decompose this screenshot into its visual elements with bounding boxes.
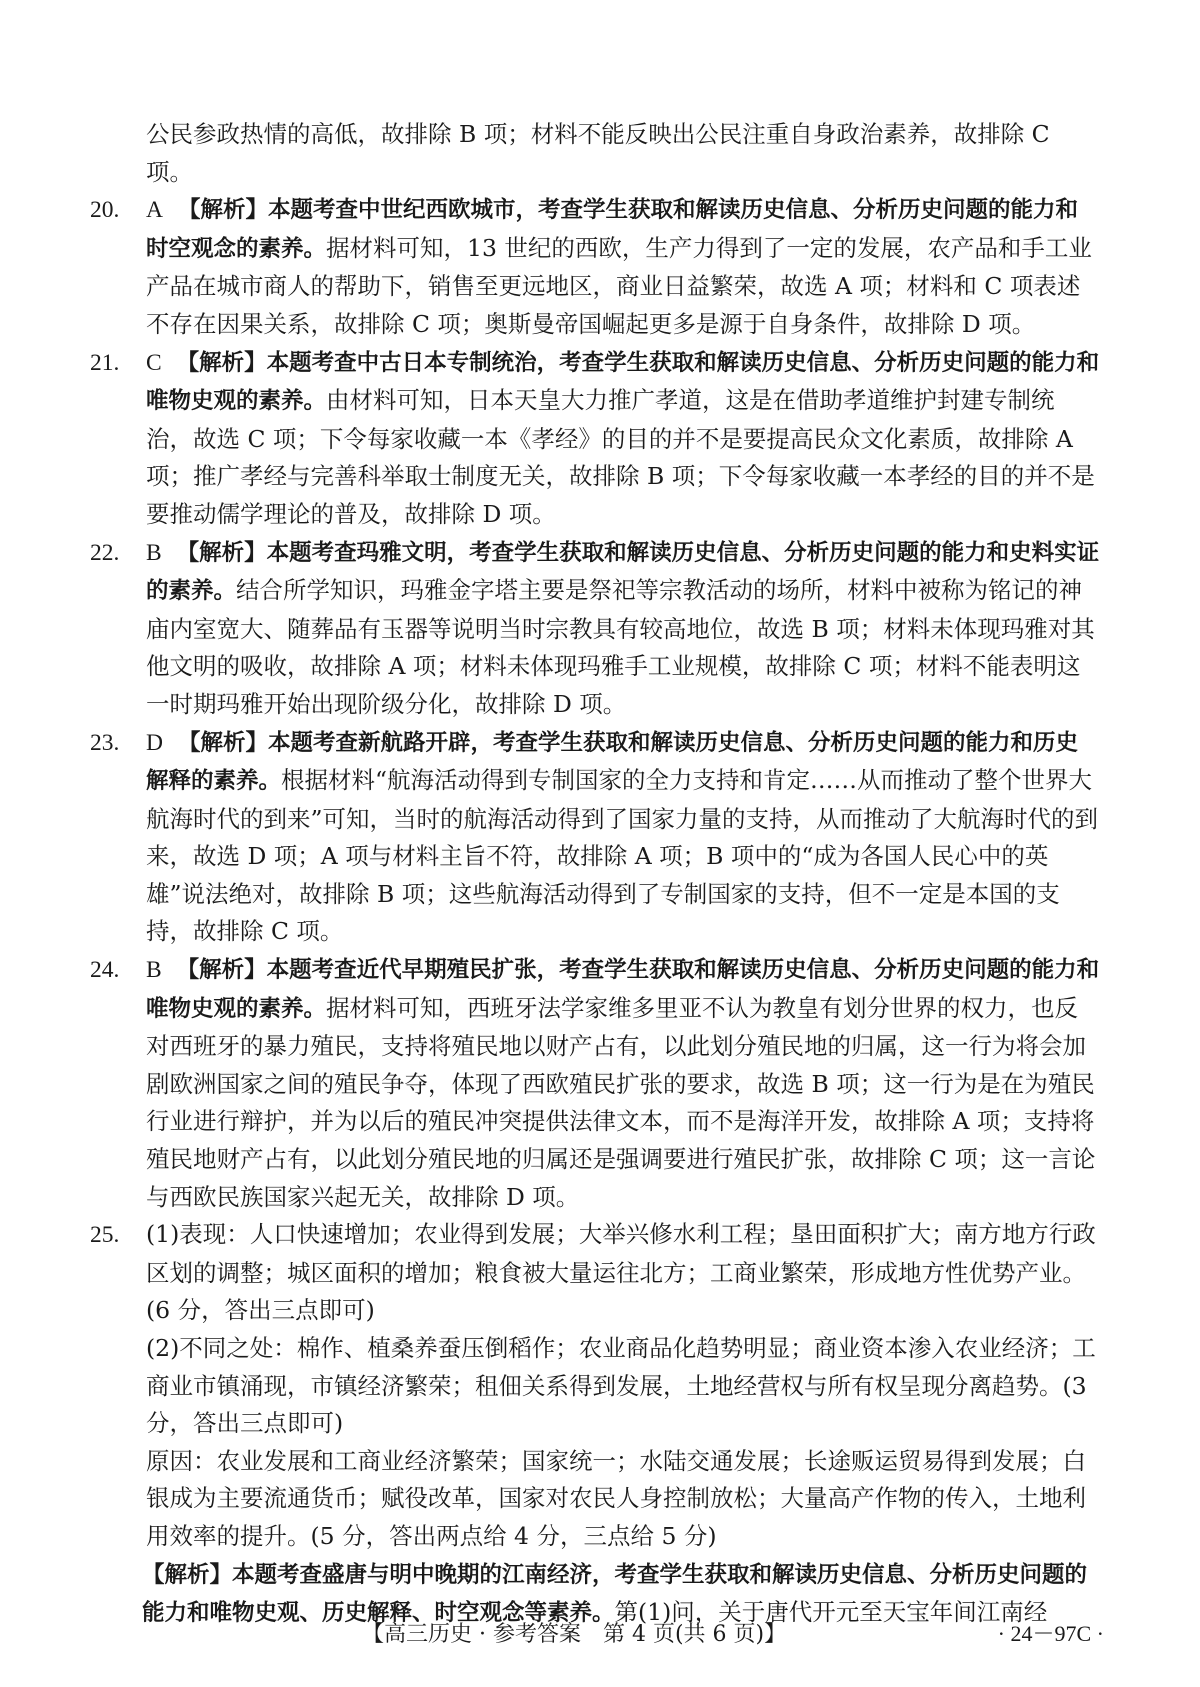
question-answer: C <box>146 349 162 376</box>
question-number: 23. <box>90 729 120 756</box>
intro-line: 公民参政热情的高低，故排除 B 项；材料不能反映出公民注重自身政治素养，故排除 C 项。 <box>146 120 1050 186</box>
question-21 <box>90 344 1100 534</box>
answer-document <box>90 116 1100 1633</box>
question-number: 21. <box>90 349 120 376</box>
analysis-tag: 【解析】 <box>176 349 267 376</box>
q25-part2: (2)不同之处：棉作、植桑养蚕压倒稻作；农业商品化趋势明显；商业资本渗入农业经济；工商业市镇涌现，市镇经济繁荣；租佃关系得到发展，土地经营权与所有权呈现分离趋势。(3 分，答出三点即可) <box>146 1334 1096 1438</box>
analysis-tag: 【解析】 <box>176 539 267 566</box>
q25-part3: 原因：农业发展和工商业经济繁荣；国家统一；水陆交通发展；长途贩运贸易得到发展；白银成为主要流通货币；赋役改革，国家对农民人身控制放松；大量高产作物的传入，土地利用效率的提升。(5 分，答出两点给 4 分，三点给 5 分) <box>146 1446 1086 1550</box>
question-22 <box>90 534 1100 724</box>
analysis-tag: 【解析】 <box>176 957 267 984</box>
analysis-text: 据材料可知，13 世纪的西欧，生产力得到了一定的发展，农产品和手工业产品在城市商人的帮助下，销售至更远地区，商业日益繁荣，故选 A 项；材料和 C 项表述不存在因果关系，故排除 C 项；奥斯曼帝国崛起更多是源于自身条件，故排除 D 项。 <box>146 233 1092 338</box>
page-footer <box>0 1617 1200 1657</box>
question-number: 25. <box>90 1222 120 1249</box>
analysis-summary: 本题考查近代早期殖民扩张，考查学生获取和解读历史信息、分析历史问题的能力和唯物史观的素养。 <box>146 957 1100 1022</box>
analysis-text: 据材料可知，西班牙法学家维多里亚不认为教皇有划分世界的权力，也反对西班牙的暴力殖民，支持将殖民地以财产占有，以此划分殖民地的归属，这一行为将会加剧欧洲国家之间的殖民争夺，体现了西欧殖民扩张的要求，故选 B 项；这一行为是在为殖民行业进行辩护，并为以后的殖民冲突提供法律文本，而不是海洋开发，故排除 A 项；支持将殖民地财产占有，以此划分殖民地的归属还是强调要进行殖民扩张，故排除 C 项；这一言论与西欧民族国家兴起无关，故排除 D 项。 <box>146 993 1096 1211</box>
question-number: 22. <box>90 539 120 566</box>
analysis-text: 结合所学知识，玛雅金字塔主要是祭祀等宗教活动的场所，材料中被称为铭记的神庙内室宽大、随葬品有玉器等说明当时宗教具有较高地位，故选 B 项；材料未体现玛雅对其他文明的吸收，故排除 A 项；材料未体现玛雅手工业规模，故排除 C 项；材料不能表明这一时期玛雅开始出现阶级分化，故排除 D 项。 <box>146 576 1095 718</box>
analysis-text: 第(1)问，关于唐代开元至天宝年间江南经 <box>614 1598 1048 1627</box>
analysis-text: 根据材料“航海活动得到专制国家的全力支持和肯定……从而推动了整个世界大航海时代的到来”可知，当时的航海活动得到了国家力量的支持，从而推动了大航海时代的到来，故选 D 项；A 项与材料主旨不符，故排除 A 项；B 项中的“成为各国人民心中的英雄”说法绝对，故排除 B 项；这些航海活动得到了专制国家的支持，但不一定是本国的支持，故排除 C 项。 <box>146 766 1099 946</box>
question-number: 20. <box>90 197 120 224</box>
analysis-summary: 本题考查新航路开辟，考查学生获取和解读历史信息、分析历史问题的能力和历史解释的素养。 <box>146 729 1078 795</box>
analysis-tag: 【解析】 <box>142 1561 233 1588</box>
analysis-summary: 本题考查中世纪西欧城市，考查学生获取和解读历史信息、分析历史问题的能力和时空观念的素养。 <box>146 197 1078 262</box>
question-answer: A <box>146 197 163 224</box>
question-answer: B <box>146 539 162 566</box>
question-25 <box>90 1216 1100 1330</box>
question-answer: D <box>146 729 163 756</box>
q25-part1: (1)表现：人口快速增加；农业得到发展；大举兴修水利工程；垦田面积扩大；南方地方行政区划的调整；城区面积的增加；粮食被大量运往北方；工商业繁荣，形成地方性优势产业。(6 分，答出三点即可) <box>146 1220 1096 1325</box>
question-number: 24. <box>90 957 120 984</box>
analysis-tag: 【解析】 <box>177 729 268 756</box>
question-23 <box>90 724 1100 952</box>
analysis-text: 由材料可知，日本天皇大力推广孝道，这是在借助孝道维护封建专制统治，故选 C 项；下令每家收藏一本《孝经》的目的并不是要提高民众文化素质，故排除 A 项；推广孝经与完善科举取士制度无关，故排除 B 项；下令每家收藏一本孝经的目的并不是要推动儒学理论的普及，故排除 D 项。 <box>146 386 1095 528</box>
question-answer: B <box>146 957 162 984</box>
question-24 <box>90 951 1100 1216</box>
footer-code: · 24－97C · <box>997 1621 1104 1646</box>
question-20 <box>90 191 1100 343</box>
analysis-tag: 【解析】 <box>177 197 268 224</box>
analysis-summary: 本题考查盛唐与明中晚期的江南经济，考查学生获取和解读历史信息、分析历史问题的能力和唯物史观、历史解释、时空观念等素养。 <box>142 1561 1088 1627</box>
analysis-summary: 本题考查玛雅文明，考查学生获取和解读历史信息、分析历史问题的能力和史料实证的素养。 <box>146 539 1100 605</box>
analysis-summary: 本题考查中古日本专制统治，考查学生获取和解读历史信息、分析历史问题的能力和唯物史观的素养。 <box>146 349 1100 415</box>
footer-title: 【高三历史 · 参考答案 第 4 页(共 6 页)】 <box>362 1622 787 1647</box>
